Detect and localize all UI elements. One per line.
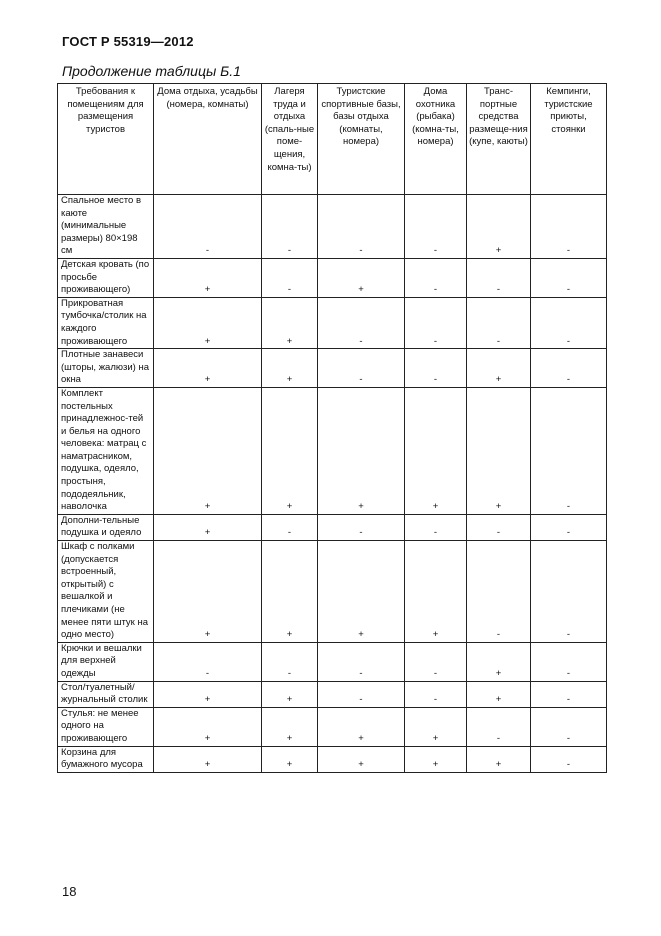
- requirement-cell: Спальное место в каюте (минимальные размеры) 80×198 см: [58, 195, 154, 259]
- mark-cell: -: [405, 681, 467, 707]
- mark-cell: +: [262, 541, 318, 643]
- mark-cell: -: [405, 258, 467, 297]
- table-row: [58, 707, 607, 746]
- mark-cell: -: [318, 681, 405, 707]
- mark-cell: +: [262, 297, 318, 348]
- mark-cell: -: [531, 642, 607, 681]
- mark-cell: +: [154, 349, 262, 388]
- mark-cell: -: [531, 258, 607, 297]
- mark-cell: -: [318, 195, 405, 259]
- mark-cell: -: [467, 297, 531, 348]
- mark-cell: -: [154, 642, 262, 681]
- mark-cell: +: [467, 195, 531, 259]
- mark-cell: -: [467, 258, 531, 297]
- table-row: [58, 642, 607, 681]
- requirement-cell: Детская кровать (по просьбе проживающего): [58, 258, 154, 297]
- mark-cell: -: [154, 195, 262, 259]
- mark-cell: +: [154, 297, 262, 348]
- mark-cell: +: [318, 258, 405, 297]
- mark-cell: +: [467, 387, 531, 514]
- mark-cell: -: [262, 195, 318, 259]
- mark-cell: +: [467, 746, 531, 772]
- mark-cell: -: [318, 297, 405, 348]
- mark-cell: +: [318, 541, 405, 643]
- mark-cell: -: [531, 195, 607, 259]
- page-number: 18: [62, 884, 77, 899]
- table-caption: Продолжение таблицы Б.1: [62, 63, 241, 79]
- mark-cell: -: [318, 349, 405, 388]
- mark-cell: +: [405, 707, 467, 746]
- mark-cell: -: [531, 681, 607, 707]
- table-row: [58, 349, 607, 388]
- column-header: Лагеря труда и отдыха (спаль-ные поме-щения, комна-ты): [262, 84, 318, 195]
- column-header: Кемпинги, туристские приюты, стоянки: [531, 84, 607, 195]
- mark-cell: -: [318, 514, 405, 540]
- column-header: Транс-портные средства размеще-ния (купе, каюты): [467, 84, 531, 195]
- table-row: [58, 514, 607, 540]
- mark-cell: +: [154, 541, 262, 643]
- column-header: Дома охотника (рыбака) (комна-ты, номера): [405, 84, 467, 195]
- column-header: Требования к помещениям для размещения туристов: [58, 84, 154, 195]
- mark-cell: +: [154, 514, 262, 540]
- column-header: Туристские спортивные базы, базы отдыха (комнаты, номера): [318, 84, 405, 195]
- mark-cell: -: [262, 642, 318, 681]
- mark-cell: -: [531, 514, 607, 540]
- mark-cell: -: [531, 349, 607, 388]
- mark-cell: -: [318, 642, 405, 681]
- mark-cell: +: [154, 746, 262, 772]
- mark-cell: +: [154, 258, 262, 297]
- mark-cell: +: [262, 681, 318, 707]
- mark-cell: -: [531, 541, 607, 643]
- table-header-row: [58, 84, 607, 195]
- table-row: [58, 681, 607, 707]
- requirement-cell: Плотные занавеси (шторы, жалюзи) на окна: [58, 349, 154, 388]
- mark-cell: +: [318, 746, 405, 772]
- mark-cell: -: [531, 297, 607, 348]
- table-row: [58, 195, 607, 259]
- table-row: [58, 746, 607, 772]
- mark-cell: -: [531, 707, 607, 746]
- mark-cell: +: [262, 387, 318, 514]
- mark-cell: -: [405, 514, 467, 540]
- mark-cell: -: [467, 514, 531, 540]
- requirement-cell: Стол/туалетный/журнальный столик: [58, 681, 154, 707]
- document-code: ГОСТ Р 55319—2012: [62, 34, 194, 49]
- mark-cell: +: [262, 746, 318, 772]
- mark-cell: -: [405, 349, 467, 388]
- mark-cell: -: [262, 258, 318, 297]
- mark-cell: +: [154, 707, 262, 746]
- mark-cell: +: [405, 541, 467, 643]
- table-row: [58, 387, 607, 514]
- mark-cell: +: [405, 387, 467, 514]
- requirement-cell: Прикроватная тумбочка/столик на каждого проживающего: [58, 297, 154, 348]
- requirements-table: [57, 83, 607, 773]
- requirement-cell: Корзина для бумажного мусора: [58, 746, 154, 772]
- table-row: [58, 297, 607, 348]
- requirement-cell: Шкаф с полками (допускается встроенный, открытый) с вешалкой и плечиками (не менее пяти штук на одно место): [58, 541, 154, 643]
- mark-cell: -: [262, 514, 318, 540]
- mark-cell: -: [531, 746, 607, 772]
- mark-cell: -: [467, 707, 531, 746]
- mark-cell: +: [262, 349, 318, 388]
- mark-cell: -: [467, 541, 531, 643]
- requirement-cell: Стулья: не менее одного на проживающего: [58, 707, 154, 746]
- mark-cell: +: [262, 707, 318, 746]
- mark-cell: +: [467, 349, 531, 388]
- table-row: [58, 541, 607, 643]
- mark-cell: -: [405, 297, 467, 348]
- mark-cell: -: [405, 195, 467, 259]
- mark-cell: +: [318, 387, 405, 514]
- mark-cell: -: [531, 387, 607, 514]
- mark-cell: -: [405, 642, 467, 681]
- table-row: [58, 258, 607, 297]
- column-header: Дома отдыха, усадьбы (номера, комнаты): [154, 84, 262, 195]
- mark-cell: +: [405, 746, 467, 772]
- mark-cell: +: [318, 707, 405, 746]
- requirement-cell: Комплект постельных принадлежнос-тей и белья на одного человека: матрац с наматрасником, подушка, одеяло, простыня, пододеяльник, наволочка: [58, 387, 154, 514]
- mark-cell: +: [154, 681, 262, 707]
- requirement-cell: Дополни-тельные подушка и одеяло: [58, 514, 154, 540]
- mark-cell: +: [467, 681, 531, 707]
- requirement-cell: Крючки и вешалки для верхней одежды: [58, 642, 154, 681]
- mark-cell: +: [467, 642, 531, 681]
- mark-cell: +: [154, 387, 262, 514]
